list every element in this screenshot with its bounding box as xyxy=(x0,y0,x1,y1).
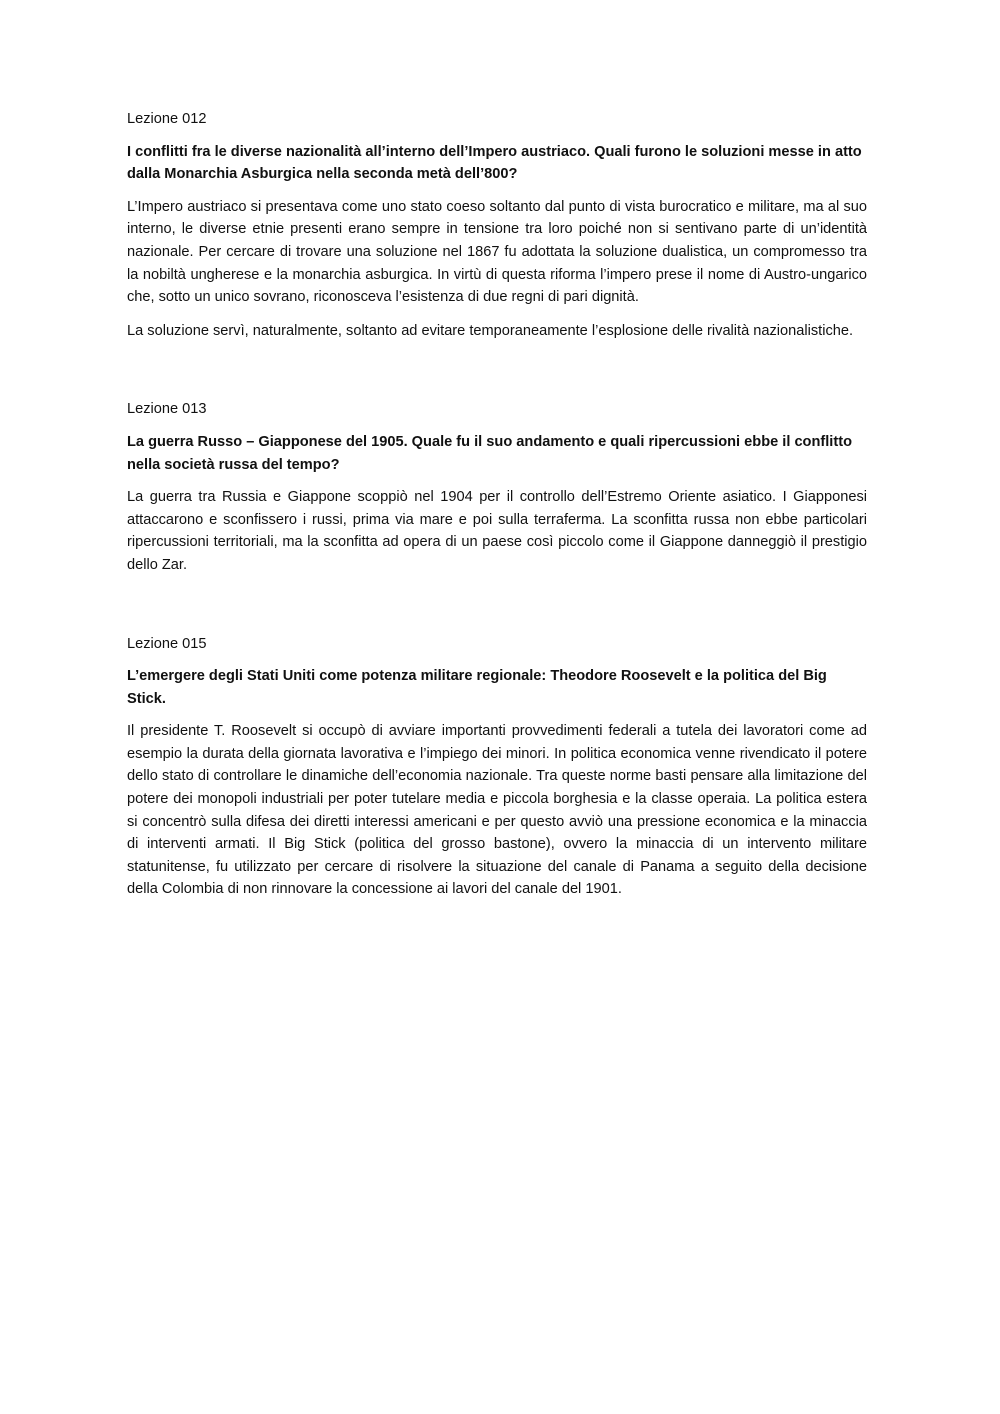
lesson-question: I conflitti fra le diverse nazionalità all’interno dell’Impero austriaco. Quali furono le soluzioni messe in atto dalla Monarchia Asburgica nella seconda metà dell’800? xyxy=(127,143,862,183)
lesson-paragraph: La soluzione servì, naturalmente, soltanto ad evitare temporaneamente l’esplosione delle rivalità nazionalistiche. xyxy=(127,322,854,339)
lesson-015 xyxy=(127,633,867,902)
lesson-label: Lezione 015 xyxy=(127,635,207,652)
document-page xyxy=(127,108,867,912)
lesson-question: La guerra Russo – Giapponese del 1905. Quale fu il suo andamento e quali ripercussioni ebbe il conflitto nella società russa del tempo? xyxy=(127,433,852,473)
lesson-paragraph: Il presidente T. Roosevelt si occupò di avviare importanti provvedimenti federali a tutela dei lavoratori come ad esempio la durata della giornata lavorativa e l’impiego dei minori. In politica economica venne rivendicato il potere dello stato di controllare le dinamiche dell’economia nazionale. Tra queste norme basti pensare alla limitazione del potere dei monopoli industriali per poter tutelare media e piccola borghesia e la classe operaia. La politica estera si concentrò sulla difesa dei diretti interessi americani e per questo avviò una pressione economica e la minaccia di interventi armati. Il Big Stick (politica del grosso bastone), ovvero la minaccia di un intervento militare statunitense, fu utilizzato per cercare di risolvere la situazione del canale di Panama a seguito della decisione della Colombia di non rinnovare la concessione ai lavori del canale del 1901. xyxy=(127,723,867,898)
lesson-label: Lezione 013 xyxy=(127,401,207,418)
lesson-paragraph: L’Impero austriaco si presentava come uno stato coeso soltanto dal punto di vista burocratico e militare, ma al suo interno, le diverse etnie presenti erano sempre in tensione tra loro poiché non si sentivano parte di un’identità nazionale. Per cercare di trovare una soluzione nel 1867 fu adottata la soluzione dualistica, un compromesso tra la nobiltà ungherese e la monarchia asburgica. In virtù di questa riforma l’impero prese il nome di Austro-ungarico che, sotto un unico sovrano, riconosceva l’esistenza di due regni di pari dignità. xyxy=(127,198,867,306)
lesson-label: Lezione 012 xyxy=(127,111,207,127)
lesson-paragraph: La guerra tra Russia e Giappone scoppiò nel 1904 per il controllo dell’Estremo Oriente asiatico. I Giapponesi attaccarono e sconfissero i russi, prima via mare e poi sulla terraferma. La sconfitta russa non ebbe particolari ripercussioni territoriali, ma la sconfitta ad opera di un paese così piccolo come il Giappone danneggiò il prestigio dello Zar. xyxy=(127,489,867,573)
lesson-question: L’emergere degli Stati Uniti come potenza militare regionale: Theodore Roosevelt e la politica del Big Stick. xyxy=(127,668,827,707)
section-spacer xyxy=(127,353,867,398)
lesson-012 xyxy=(127,108,867,342)
lesson-013 xyxy=(127,398,867,576)
section-spacer xyxy=(127,588,867,633)
